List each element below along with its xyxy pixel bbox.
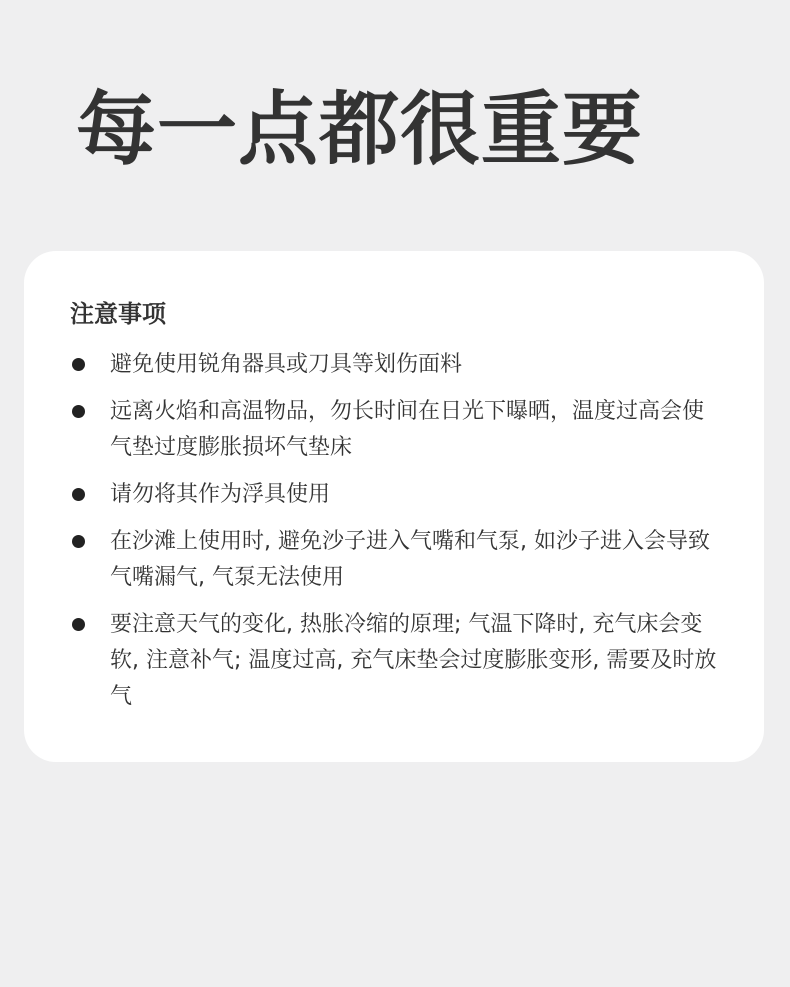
notice-item (70, 347, 724, 383)
notice-list (70, 347, 724, 715)
bullet-dot-icon (72, 358, 85, 371)
notice-item-text: 在沙滩上使用时, 避免沙子进入气嘴和气泵, 如沙子进入会导致气嘴漏气, 气泵无法使用 (110, 529, 710, 590)
notice-item-text: 避免使用锐角器具或刀具等划伤面料 (110, 352, 463, 377)
notice-title: 注意事项 (70, 300, 166, 328)
notice-item (70, 394, 724, 466)
page-heading: 每一点都很重要 (76, 83, 643, 176)
notice-item-text: 要注意天气的变化, 热胀冷缩的原理; 气温下降时, 充气床会变软, 注意补气; 温度过高, 充气床垫会过度膨胀变形, 需要及时放气 (110, 612, 717, 709)
notice-item (70, 477, 724, 513)
notice-card (24, 251, 764, 762)
bullet-dot-icon (72, 618, 85, 631)
bullet-dot-icon (72, 488, 85, 501)
notice-item (70, 607, 724, 715)
bullet-dot-icon (72, 405, 85, 418)
notice-item-text: 远离火焰和高温物品，勿长时间在日光下曝晒，温度过高会使气垫过度膨胀损坏气垫床 (110, 399, 705, 460)
notice-item (70, 524, 724, 596)
bullet-dot-icon (72, 535, 85, 548)
notice-item-text: 请勿将其作为浮具使用 (110, 482, 331, 507)
